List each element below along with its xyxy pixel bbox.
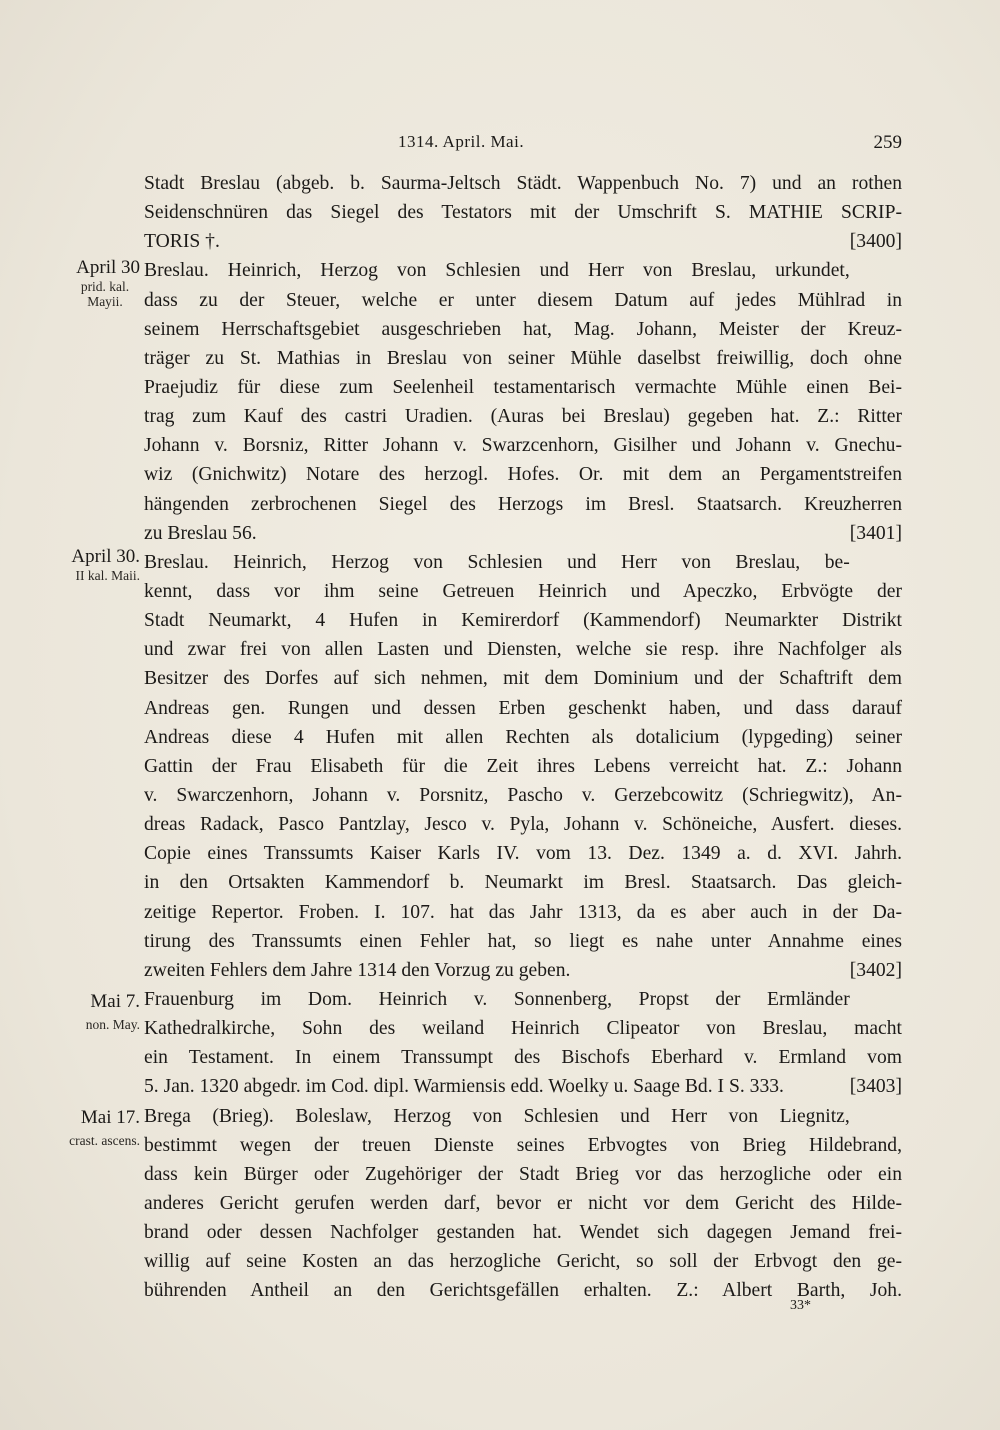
- text-line: Stadt Breslau (abgeb. b. Saurma-Jeltsch Städt. Wappenbuch No. 7) und an rothen: [144, 173, 902, 194]
- text-line: [144, 519, 902, 548]
- text-line: [144, 956, 902, 985]
- margin-note-3: [0, 991, 140, 1032]
- text-line: und zwar frei von allen Lasten und Diensten, welche sie resp. ihre Nachfolger als: [144, 639, 902, 661]
- text-line: hängenden zerbrochenen Siegel des Herzogs im Bresl. Staatsarch. Kreuzherren: [144, 493, 902, 515]
- page-number: 259: [873, 132, 902, 153]
- text-line: kennt, dass vor ihm seine Getreuen Heinrich und Apeczko, Erbvögte der: [144, 580, 902, 602]
- signature-mark: 33*: [790, 1298, 811, 1313]
- text-line: Brega (Brieg). Boleslaw, Herzog von Schlesien und Herr von Liegnitz,: [144, 1105, 850, 1127]
- margin-note-4: [0, 1107, 140, 1148]
- text-line: brand oder dessen Nachfolger gestanden hat. Wendet sich dagegen Jemand frei-: [144, 1222, 902, 1244]
- text-line: [144, 227, 902, 256]
- body-text: [144, 169, 902, 1305]
- margin-date: Mai 7.: [90, 991, 140, 1012]
- text-line: Johann v. Borsniz, Ritter Johann v. Swarzcenhorn, Gisilher und Johann v. Gnechu-: [144, 435, 902, 457]
- text-line: Stadt Neumarkt, 4 Hufen in Kemirerdorf (Kammendorf) Neumarkter Distrikt: [144, 610, 902, 632]
- text-line: seinem Herrschaftsgebiet ausgeschrieben hat, Mag. Johann, Meister der Kreuz-: [144, 318, 902, 340]
- text-line: tirung des Transsumts einen Fehler hat, so liegt es nahe unter Annahme eines: [144, 930, 902, 952]
- line-text: zu Breslau 56.: [144, 522, 257, 544]
- margin-roman-date: crast. ascens.: [69, 1133, 140, 1148]
- text-line: träger zu St. Mathias in Breslau von seiner Mühle daselbst freiwillig, doch ohne: [144, 347, 902, 369]
- text-line: zeitige Repertor. Froben. I. 107. hat das Jahr 1313, da es aber auch in der Da-: [144, 901, 902, 923]
- text-line: [144, 1072, 902, 1101]
- text-line: Breslau. Heinrich, Herzog von Schlesien und Herr von Breslau, be-: [144, 551, 850, 573]
- running-title: 1314. April. Mai.: [398, 132, 525, 151]
- text-line: Seidenschnüren das Siegel des Testators mit der Umschrift S. MATHIE SCRIP-: [144, 202, 902, 224]
- text-line: anderes Gericht gerufen werden darf, bevor er nicht vor dem Gericht des Hilde-: [144, 1192, 902, 1214]
- margin-date: April 30.: [71, 546, 140, 567]
- document-number: [3400]: [849, 231, 902, 253]
- text-line: dass zu der Steuer, welche er unter diesem Datum auf jedes Mühlrad in: [144, 289, 902, 311]
- text-line: trag zum Kauf des castri Uradien. (Auras bei Breslau) gegeben hat. Z.: Ritter: [144, 406, 902, 428]
- document-number: [3401]: [849, 522, 902, 544]
- text-line: Kathedralkirche, Sohn des weiland Heinrich Clipeator von Breslau, macht: [144, 1018, 902, 1040]
- text-line: wiz (Gnichwitz) Notare des herzogl. Hofes. Or. mit dem an Pergamentstreifen: [144, 464, 902, 486]
- margin-note-1: [0, 257, 140, 309]
- line-text: zweiten Fehlers dem Jahre 1314 den Vorzug zu geben.: [144, 959, 571, 981]
- margin-roman-date: II kal. Maii.: [75, 568, 140, 583]
- text-line: dreas Radack, Pasco Pantzlay, Jesco v. Pyla, Johann v. Schöneiche, Ausfert. dieses.: [144, 814, 902, 836]
- page-header: [0, 132, 1000, 156]
- line-text: TORIS †.: [144, 231, 220, 253]
- text-line: ein Testament. In einem Transsumpt des Bischofs Eberhard v. Ermland vom: [144, 1047, 902, 1069]
- margin-note-2: [0, 546, 140, 583]
- margin-date: Mai 17.: [80, 1107, 140, 1128]
- text-line: v. Swarczenhorn, Johann v. Porsnitz, Pascho v. Gerzebcowitz (Schriegwitz), An-: [144, 784, 902, 806]
- text-line: Frauenburg im Dom. Heinrich v. Sonnenberg, Propst der Ermländer: [144, 988, 850, 1010]
- margin-roman-date: non. May.: [85, 1017, 140, 1032]
- text-line: Copie eines Transsumts Kaiser Karls IV. vom 13. Dez. 1349 a. d. XVI. Jahrh.: [144, 843, 902, 865]
- document-number: [3403]: [849, 1076, 902, 1098]
- text-line: in den Ortsakten Kammendorf b. Neumarkt im Bresl. Staatsarch. Das gleich-: [144, 872, 902, 894]
- text-line: Gattin der Frau Elisabeth für die Zeit ihres Lebens verreicht hat. Z.: Johann: [144, 755, 902, 777]
- text-line: Andreas gen. Rungen und dessen Erben geschenkt haben, und dass darauf: [144, 697, 902, 719]
- text-line: bührenden Antheil an den Gerichtsgefällen erhalten. Z.: Albert Barth, Joh.: [144, 1280, 902, 1302]
- text-line: Praejudiz für diese zum Seelenheil testamentarisch vermachte Mühle einen Bei-: [144, 376, 902, 398]
- text-line: Breslau. Heinrich, Herzog von Schlesien und Herr von Breslau, urkundet,: [144, 260, 850, 282]
- margin-date: April 30: [76, 257, 140, 278]
- document-number: [3402]: [849, 959, 902, 981]
- text-line: dass kein Bürger oder Zugehöriger der Stadt Brieg vor das herzogliche oder ein: [144, 1163, 902, 1185]
- line-text: 5. Jan. 1320 abgedr. im Cod. dipl. Warmiensis edd. Woelky u. Saage Bd. I S. 333.: [144, 1076, 784, 1098]
- margin-roman-date: prid. kal. Mayii.: [80, 279, 130, 309]
- text-line: willig auf seine Kosten an das herzogliche Gericht, so soll der Erbvogt den ge-: [144, 1251, 902, 1273]
- text-line: Andreas diese 4 Hufen mit allen Rechten als dotalicium (lypgeding) seiner: [144, 726, 902, 748]
- text-line: bestimmt wegen der treuen Dienste seines Erbvogtes von Brieg Hildebrand,: [144, 1134, 902, 1156]
- text-line: Besitzer des Dorfes auf sich nehmen, mit dem Dominium und der Schaftrift dem: [144, 668, 902, 690]
